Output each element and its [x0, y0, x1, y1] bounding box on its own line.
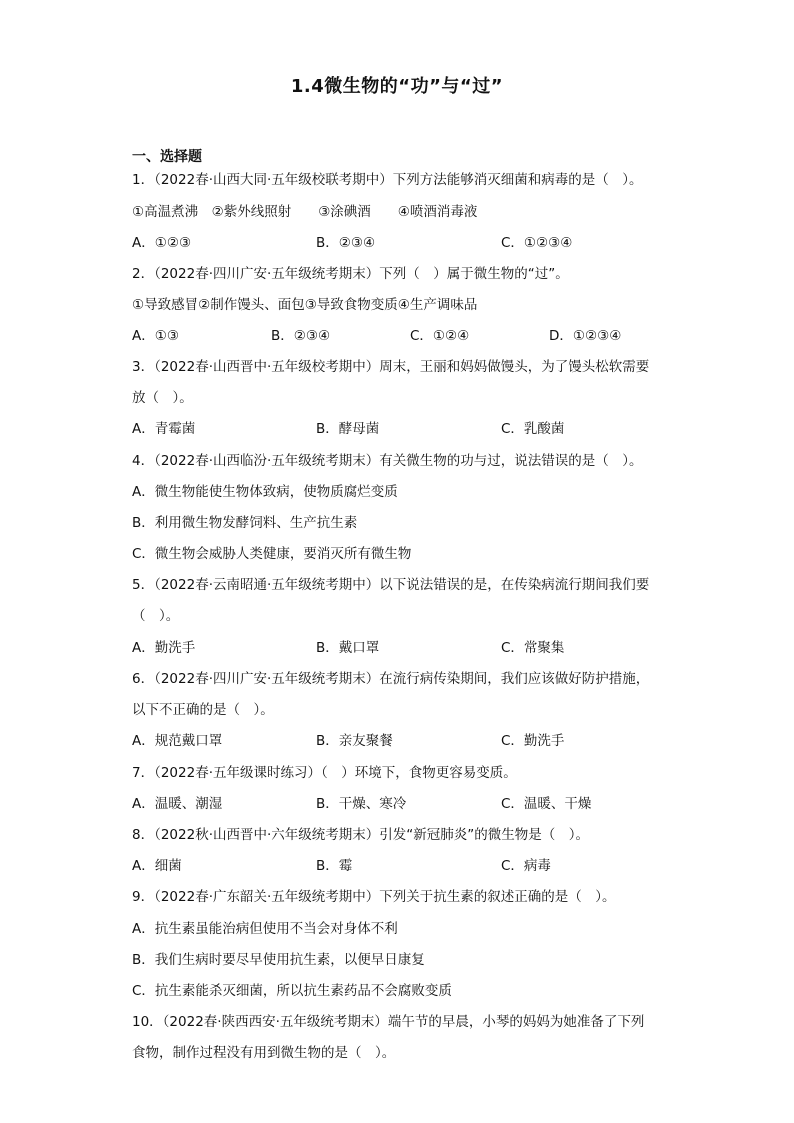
question-10-stem: 10．（2022春·陕西西安·五年级统考期末）端午节的早晨，小琴的妈妈为她准备了下列	[132, 1014, 645, 1030]
question-4-option-a: A．微生物能使生物体致病，使物质腐烂变质	[132, 484, 398, 500]
question-6-option-a: A．规范戴口罩	[132, 733, 223, 749]
question-6-stem-cont: 以下不正确的是（ ）。	[132, 702, 274, 718]
question-6-option-c: C．勤洗手	[501, 733, 565, 749]
question-9-stem: 9．（2022春·广东韶关·五年级统考期中）下列关于抗生素的叙述正确的是（ ）。	[132, 889, 616, 905]
question-5-stem-cont: （ ）。	[132, 608, 180, 624]
question-7-stem: 7．（2022春·五年级课时练习）（ ）环境下，食物更容易变质。	[132, 765, 517, 781]
question-2-items: ①导致感冒②制作馒头、面包③导致食物变质④生产调味品	[132, 297, 478, 313]
question-3-stem: 3．（2022春·山西晋中·五年级校考期中）周末，王丽和妈妈做馒头，为了馒头松软需要	[132, 359, 650, 375]
question-5-option-a: A．勤洗手	[132, 640, 196, 656]
question-9-option-b: B．我们生病时要尽早使用抗生素，以便早日康复	[132, 952, 425, 968]
question-7-option-c: C．温暖、干燥	[501, 796, 592, 812]
question-7-option-b: B．干燥、寒冷	[316, 796, 407, 812]
question-8-stem: 8．（2022秋·山西晋中·六年级统考期末）引发“新冠肺炎”的微生物是（ ）。	[132, 827, 590, 843]
question-8-option-c: C．病毒	[501, 858, 551, 874]
question-6-option-b: B．亲友聚餐	[316, 733, 393, 749]
page-title: 1.4微生物的“功”与“过”	[290, 76, 504, 97]
question-2-stem: 2．（2022春·四川广安·五年级统考期末）下列（ ）属于微生物的“过”。	[132, 266, 569, 282]
question-4-option-b: B．利用微生物发酵饲料、生产抗生素	[132, 515, 358, 531]
question-10-stem-cont: 食物，制作过程没有用到微生物的是（ ）。	[132, 1045, 396, 1061]
question-5-option-c: C．常聚集	[501, 640, 565, 656]
question-1-option-c: C．①②③④	[501, 235, 573, 251]
question-5-stem: 5．（2022春·云南昭通·五年级统考期中）以下说法错误的是，在传染病流行期间我们要	[132, 577, 650, 593]
question-3-option-c: C．乳酸菌	[501, 421, 565, 437]
question-2-option-b: B．②③④	[271, 328, 331, 344]
question-2-option-c: C．①②④	[410, 328, 470, 344]
question-4-option-c: C．微生物会威胁人类健康，要消灭所有微生物	[132, 546, 412, 562]
question-3-option-a: A．青霉菌	[132, 421, 196, 437]
question-9-option-c: C．抗生素能杀灭细菌，所以抗生素药品不会腐败变质	[132, 983, 452, 999]
question-9-option-a: A．抗生素虽能治病但使用不当会对身体不利	[132, 921, 398, 937]
question-7-option-a: A．温暖、潮湿	[132, 796, 223, 812]
question-8-option-a: A．细菌	[132, 858, 182, 874]
question-3-stem-cont: 放（ ）。	[132, 390, 193, 406]
question-1-option-a: A．①②③	[132, 235, 192, 251]
question-2-option-a: A．①③	[132, 328, 179, 344]
question-2-option-d: D．①②③④	[549, 328, 622, 344]
question-5-option-b: B．戴口罩	[316, 640, 380, 656]
question-3-option-b: B．酵母菌	[316, 421, 380, 437]
question-6-stem: 6．（2022春·四川广安·五年级统考期末）在流行病传染期间，我们应该做好防护措施，	[132, 671, 650, 687]
question-1-items: ①高温煮沸 ②紫外线照射 ③涂碘酒 ④喷酒消毒液	[132, 204, 478, 220]
question-1-option-b: B．②③④	[316, 235, 376, 251]
section-heading: 一、选择题	[132, 149, 202, 165]
question-8-option-b: B．霉	[316, 858, 353, 874]
question-4-stem: 4．（2022春·山西临汾·五年级统考期末）有关微生物的功与过，说法错误的是（ ）。	[132, 453, 643, 469]
question-1-stem: 1．（2022春·山西大同·五年级校联考期中）下列方法能够消灭细菌和病毒的是（ ）。	[132, 172, 643, 188]
